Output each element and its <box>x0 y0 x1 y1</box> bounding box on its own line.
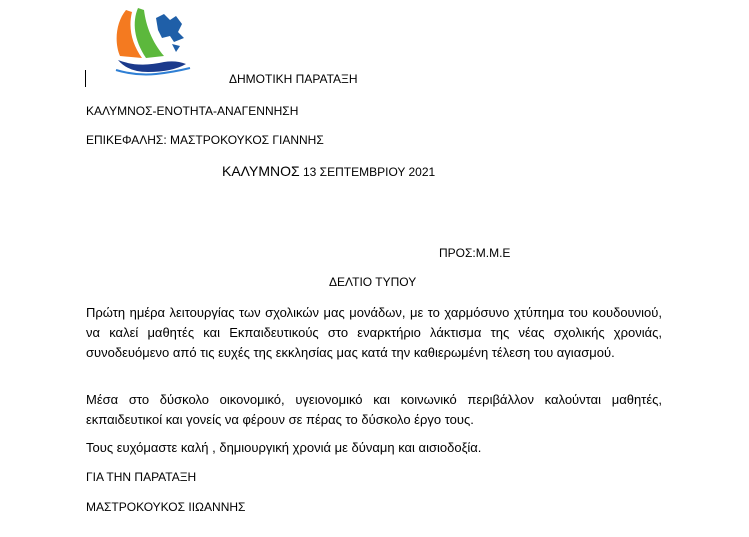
body-paragraph-2: Μέσα στο δύσκολο οικονομικό, υγειονομικό και κοινωνικό περιβάλλον καλούνται μαθητές, εκπαιδευτικοί και γονείς να φέρουν σε πέρας το δύσκολο έργο τους. <box>86 392 662 427</box>
recipient: ΠΡΟΣ:Μ.Μ.Ε <box>439 246 511 260</box>
text-cursor <box>85 70 86 87</box>
party-name: ΚΑΛΥΜΝΟΣ-ΕΝΟΤΗΤΑ-ΑΝΑΓΕΝΝΗΣΗ <box>86 104 299 118</box>
sailboat-logo-icon <box>112 4 194 80</box>
signature-line-1: ΓΙΑ ΤΗΝ ΠΑΡΑΤΑΞΗ <box>86 470 197 484</box>
party-heading: ΔΗΜΟΤΙΚΗ ΠΑΡΑΤΑΞΗ <box>229 72 358 86</box>
body-paragraph-3: Τους ευχόμαστε καλή , δημιουργική χρονιά με δύναμη και αισιοδοξία. <box>86 440 482 455</box>
signature-name: ΜΑΣΤΡΟΚΟΥΚΟΣ ΙΙΩΑΝΝΗΣ <box>86 500 246 514</box>
date-line <box>222 163 435 180</box>
date: 13 ΣΕΠΤΕΜΒΡΙΟΥ 2021 <box>303 165 436 179</box>
document-title: ΔΕΛΤΙΟ ΤΥΠΟΥ <box>329 275 417 289</box>
body-paragraph-1: Πρώτη ημέρα λειτουργίας των σχολικών μας μονάδων, με το χαρμόσυνο χτύπημα του κουδουνιού, να καλεί μαθητές και Εκπαιδευτικούς στο εναρκτήριο λάκτισμα της νέας σχολικής χρονιάς, συνοδευόμενο από τις ευχές της εκκλησίας μας κατά την καθιερωμένη τέλεση του αγιασμού. <box>86 305 662 360</box>
leader-line: ΕΠΙΚΕΦΑΛΗΣ: ΜΑΣΤΡΟΚΟΥΚΟΣ ΓΙΑΝΝΗΣ <box>86 133 324 147</box>
place-name: ΚΑΛΥΜΝΟΣ <box>222 163 300 179</box>
